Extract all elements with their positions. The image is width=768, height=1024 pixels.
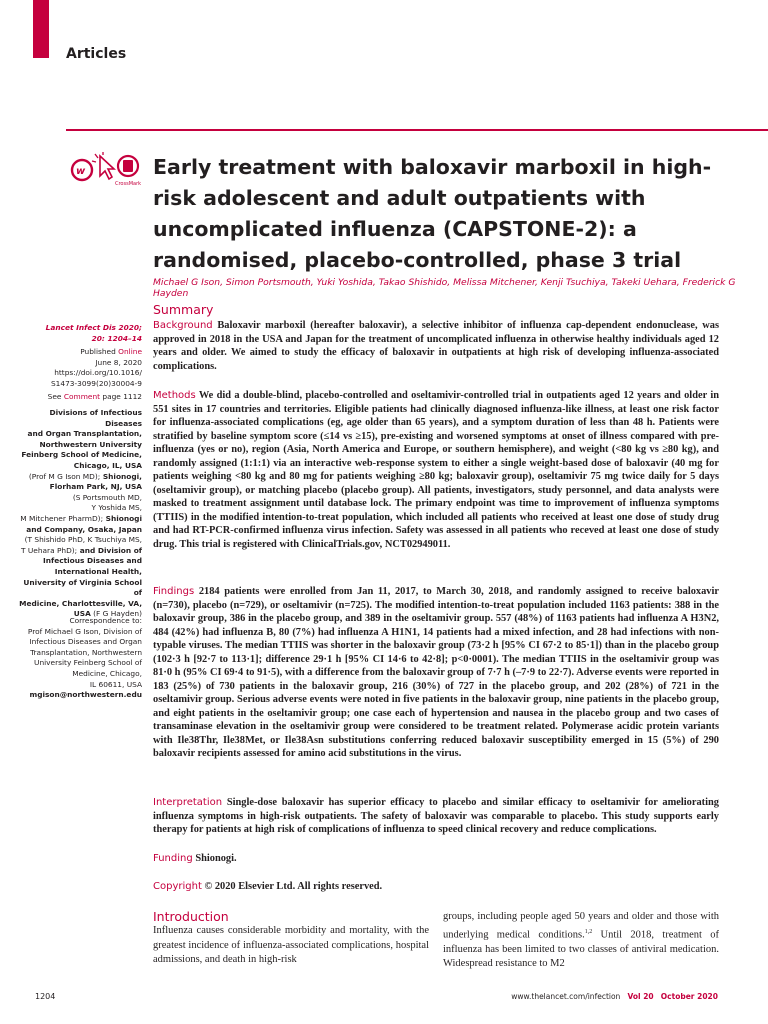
- issue-date: October 2020: [660, 992, 718, 1001]
- funding-text: Shionogi.: [195, 853, 237, 864]
- affiliation-line: Y Yoshida MS,: [91, 503, 142, 513]
- correspondence-line: IL 60611, USA: [89, 679, 142, 689]
- page-number: 1204: [35, 992, 56, 1001]
- findings-label: Findings: [153, 586, 195, 597]
- methods-text: We did a double-blind, placebo-controlled and oseltamivir-controlled trial in outpatients aged 12 years and older in 551 sites in 17 countries and territories. Eligible patients had clinically diagnosed influenza-like illness, at least one risk factor for influenza-associated complications (eg, age older than 65 years), and a symptom duration of less than 48 h. Patients were stratified by baseline symptom score (≤14 vs ≥15), pre-existing and worsened symptoms at onset of illness compared with pre-influenza (yes or no), region (Asia, North America and Europe, or southern hemisphere), and weight (<80 kg vs ≥80 kg), and randomly assigned (1:1:1) via an interactive web-response system to either a single weight-based dose of baloxavir (40 mg for patients weighing <80 kg and 80 mg for patients weighing ≥80 kg; baloxavir group), oseltamivir 75 mg twice daily for 5 days (oseltamivir group), or matching placebo (placebo group). All patients, investigators, study personnel, and data analysts were masked to treatment assignment until database lock. The primary endpoint was time to improvement of influenza symptoms (TTIIS) in the modified intention-to-treat population, which included all patients who received at least one dose of study drug and had RT-PCR-confirmed influenza virus infection. Safety was assessed in all patients who receved at least one dose of study drug. This trial is registered with ClinicalTrials.gov, NCT02949011.: [153, 390, 719, 550]
- abstract-funding: [153, 852, 719, 866]
- affiliation-line: and Organ Transplantation,: [27, 429, 142, 439]
- published-prefix: Published: [80, 347, 119, 357]
- correspondence-line: Infectious Diseases and Organ: [29, 637, 142, 647]
- doi-line-2[interactable]: S1473-3099(20)30004-9: [50, 378, 142, 388]
- interpretation-text: Single-dose baloxavir has superior efficacy to placebo and similar efficacy to oseltamivir for ameliorating influenza symptoms in high-risk outpatients. The safety of baloxavir was comparable to placebo. This study supports early therapy for patients at high risk of complications of influenza to speed clinical recovery and reduce complications.: [153, 797, 719, 835]
- affiliation-line: (Prof M G Ison MD);: [28, 471, 101, 481]
- affiliation-line: University of Virginia School of: [23, 577, 142, 598]
- affiliation-line: USA: [73, 609, 91, 619]
- author-list: Michael G Ison, Simon Portsmouth, Yuki Yoshida, Takao Shishido, Melissa Mitchener, Kenji Tsuchiya, Takeki Uehara, Frederick G Hayden: [153, 277, 736, 299]
- journal-reference: Lancet Infect Dis 2020;: [45, 323, 142, 332]
- citation-sidebar: [14, 323, 142, 402]
- copyright-label: Copyright: [153, 881, 202, 892]
- journal-url[interactable]: www.thelancet.com/infection: [511, 992, 621, 1001]
- affiliation-line: T Uehara PhD);: [21, 545, 78, 555]
- findings-text: 2184 patients were enrolled from Jan 11, 2017, to March 30, 2018, and randomly assigned to receive baloxavir (n=730), placebo (n=729), or oseltamivir (n=725). The modified intention-to-treat population included 1163 patients: 388 in the baloxavir group, 386 in the placebo group, and 389 in the oseltamivir group. 557 (48%) of 1163 patients had influenza A H3N2, 484 (42%) had influenza B, 80 (7%) had influenza A H1N1, 14 patients had a mixed infection, and 28 had infections with non-typable viruses. The median TTIIS was shorter in the baloxavir group (73·2 h [95% CI 67·2 to 85·1]) than in the placebo group (102·3 h [92·7 to 113·1]; difference 29·1 h [95% CI 14·6 to 42·8]; p<0·0001). The median TTIIS in the oseltamivir group was 81·0 h (95% CI 69·4 to 91·5), with a difference from the baloxavir group of 7·7 h (–7·9 to 22·7). Adverse events were reported in 183 (25%) of 730 patients in the baloxavir group, 216 (30%) of 727 in the placebo group, and 202 (28%) of 721 in the oseltamivir group. Serious adverse events were noted in five patients in the baloxavir group, nine patients in the placebo group, and eight patients in the oseltamivir group; one case each of hypertension and nausea in the placebo group and two cases of transaminase elevation in the oseltamivir group were considered to be treatment related. Polymerase acidic protein variants with Ile38Thr, Ile38Met, or Ile38Asn substitutions conferring reduced baloxavir susceptibility emerged in 15 (5%) of 290 baloxavir recipients assessed for amino acid substitutions in the virus.: [153, 586, 719, 759]
- correspondence-line: Medicine, Chicago,: [72, 668, 142, 678]
- journal-footer: [511, 992, 718, 1001]
- journal-pages: 20: 1204–14: [91, 333, 142, 343]
- article-title: Early treatment with baloxavir marboxil in high-risk adolescent and adult outpatients with uncomplicated influenza (CAPSTONE-2): a randomised, placebo-controlled, phase 3 trial: [153, 155, 712, 272]
- section-color-bar: [33, 0, 49, 58]
- published-date: June 8, 2020: [95, 357, 142, 367]
- affiliation-line: Divisions of Infectious Diseases: [49, 408, 142, 428]
- volume: Vol 20: [627, 992, 654, 1001]
- affiliation-line: and Division of: [77, 545, 142, 555]
- section-label: Articles: [66, 46, 127, 62]
- affiliation-line: (S Portsmouth MD,: [72, 492, 142, 502]
- crossmark-label: CrossMark: [115, 181, 142, 187]
- crossmark-icon[interactable]: [70, 150, 145, 190]
- intro-text: Until 2018, treatment of influenza has been limited to two classes of antiviral medication. Widespread resistance to M2: [443, 929, 719, 970]
- abstract-background: [153, 319, 719, 373]
- affiliation-line: International Health,: [54, 566, 142, 576]
- affiliation-line: Florham Park, NJ, USA: [49, 482, 142, 492]
- intro-text: groups, including people aged 50 years and older and those with underlying medical conditions.: [443, 911, 719, 941]
- introduction-column-1: Influenza causes considerable morbidity and mortality, with the greatest incidence of influenza-associated complications, hospital admissions, and death in high-risk: [153, 925, 429, 966]
- correspondence-line: Correspondence to:: [69, 616, 142, 625]
- affiliation-line: Infectious Diseases and: [43, 556, 142, 566]
- affiliation-line: Shionogi: [103, 513, 142, 523]
- affiliation-line: Feinberg School of Medicine,: [21, 450, 142, 460]
- affiliation-line: Shionogi,: [100, 471, 142, 481]
- correspondence-line: Transplantation, Northwestern: [30, 647, 142, 657]
- online-link[interactable]: Online: [118, 347, 142, 357]
- affiliation-line: (F G Hayden): [90, 609, 142, 619]
- see-prefix: See: [47, 391, 64, 401]
- affiliation-line: and Company, Osaka, Japan: [26, 524, 142, 534]
- affiliation-line: Medicine, Charlottesville, VA,: [19, 598, 142, 608]
- citation-superscript[interactable]: 1,2: [584, 928, 593, 935]
- affiliation-line: (T Shishido PhD, K Tsuchiya MS,: [24, 535, 142, 545]
- correspondence-email[interactable]: mgison@northwestern.edu: [29, 690, 142, 700]
- affiliation-line: Northwestern University: [39, 439, 142, 449]
- abstract-methods: [153, 389, 719, 551]
- methods-label: Methods: [153, 390, 196, 401]
- abstract-findings: [153, 585, 719, 761]
- affiliations: [14, 408, 142, 620]
- correspondence: [14, 616, 142, 701]
- doi-line-1[interactable]: https://doi.org/10.1016/: [54, 368, 142, 378]
- correspondence-line: University Feinberg School of: [34, 658, 142, 668]
- header-rule: [66, 129, 768, 131]
- article-logos: [70, 150, 145, 190]
- funding-label: Funding: [153, 853, 193, 864]
- background-text: Baloxavir marboxil (hereafter baloxavir), a selective inhibitor of influenza cap-dependent endonuclease, was approved in 2018 in the USA and Japan for the treatment of uncomplicated influenza in otherwise healthy individuals aged 12 years and older. We aimed to study the efficacy of baloxavir in outpatients at high risk of developing influenza-associated complications.: [153, 320, 719, 372]
- background-label: Background: [153, 320, 213, 331]
- interpretation-label: Interpretation: [153, 797, 223, 808]
- correspondence-line: Prof Michael G Ison, Division of: [27, 626, 142, 636]
- abstract-interpretation: [153, 796, 719, 837]
- svg-text:w: w: [76, 166, 86, 177]
- abstract-copyright: [153, 880, 719, 894]
- comment-link[interactable]: Comment: [63, 391, 101, 401]
- affiliation-line: M Mitchener PharmD);: [20, 513, 104, 523]
- introduction-column-2: [443, 910, 719, 972]
- introduction-heading: Introduction: [153, 909, 229, 924]
- see-suffix: page 1112: [100, 391, 142, 401]
- affiliation-line: Chicago, IL, USA: [73, 460, 142, 470]
- copyright-text: © 2020 Elsevier Ltd. All rights reserved.: [204, 881, 383, 892]
- summary-heading: Summary: [153, 302, 214, 317]
